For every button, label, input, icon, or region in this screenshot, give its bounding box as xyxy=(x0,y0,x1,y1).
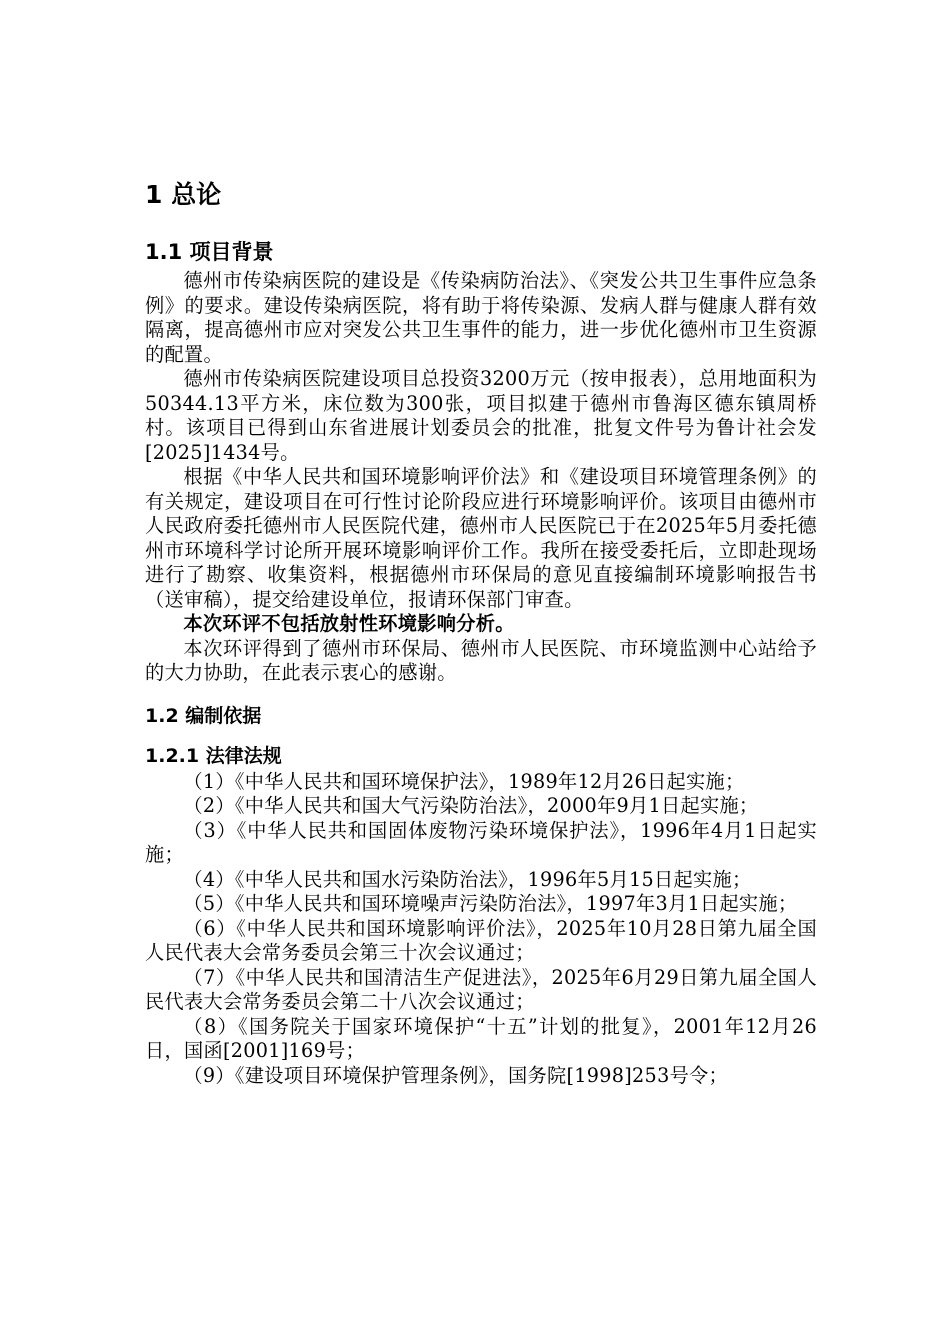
section-title-compilation-basis: 1.2 编制依据 xyxy=(145,704,262,727)
list-item: （2）《中华人民共和国大气污染防治法》，2000年9月1日起实施； xyxy=(183,794,759,817)
background-paragraph-5: 本次环评得到了德州市环保局、德州市人民医院、市环境监测中心站给予的大力协助，在此表示衷心的感谢。 xyxy=(145,636,817,684)
background-paragraph-1: 德州市传染病医院的建设是《传染病防治法》、《突发公共卫生事件应急条例》的要求。建设传染病医院，将有助于将传染源、发病人群与健康人群有效隔离，提高德州市应对突发公共卫生事件的能力，进一步优化德州市卫生资源的配置。 xyxy=(145,269,817,366)
list-item: （7）《中华人民共和国清洁生产促进法》，2025年6月29日第九届全国人民代表大会常务委员会第二十八次会议通过； xyxy=(145,965,817,1013)
subsection-title-laws-regulations: 1.2.1 法律法规 xyxy=(145,744,282,767)
list-item: （8）《国务院关于国家环境保护“十五”计划的批复》，2001年12月26日，国函[2001]169号； xyxy=(145,1014,817,1062)
background-paragraph-4: 本次环评不包括放射性环境影响分析。 xyxy=(183,612,515,635)
document-page xyxy=(145,175,817,1088)
list-item: （6）《中华人民共和国环境影响评价法》，2025年10月28日第九届全国人民代表大会常务委员会第三十次会议通过； xyxy=(145,916,817,964)
background-paragraph-3: 根据《中华人民共和国环境影响评价法》和《建设项目环境管理条例》的有关规定，建设项目在可行性讨论阶段应进行环境影响评价。该项目由德州市人民政府委托德州市人民医院代建，德州市人民医院已于在2025年5月委托德州市环境科学讨论所开展环境影响评价工作。我所在接受委托后，立即赴现场进行了勘察、收集资料，根据德州市环保局的意见直接编制环境影响报告书（送审稿），提交给建设单位，报请环保部门审查。 xyxy=(145,465,817,611)
background-paragraph-2: 德州市传染病医院建设项目总投资3200万元（按申报表），总用地面积为50344.13平方米，床位数为300张，项目拟建于德州市鲁海区德东镇周桥村。该项目已得到山东省进展计划委员会的批准，批复文件号为鲁计社会发[2025]1434号。 xyxy=(145,367,817,464)
list-item: （1）《中华人民共和国环境保护法》，1989年12月26日起实施； xyxy=(183,769,745,793)
list-item: （5）《中华人民共和国环境噪声污染防治法》，1997年3月1日起实施； xyxy=(183,892,798,915)
list-item: （3）《中华人民共和国固体废物污染环境保护法》，1996年4月1日起实施； xyxy=(145,818,817,866)
chapter-title: 1 总论 xyxy=(145,180,222,209)
list-item: （9）《建设项目环境保护管理条例》，国务院[1998]253号令； xyxy=(183,1063,729,1087)
list-item: （4）《中华人民共和国水污染防治法》，1996年5月15日起实施； xyxy=(183,867,752,891)
section-title-project-background: 1.1 项目背景 xyxy=(145,240,274,264)
laws-list xyxy=(145,770,817,1089)
